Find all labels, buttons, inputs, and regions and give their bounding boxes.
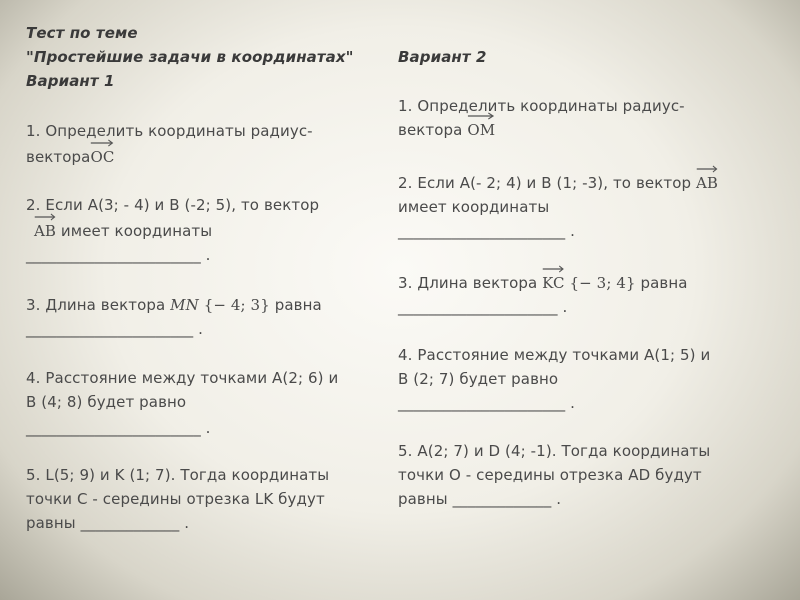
vector-arrow-icon: [34, 213, 56, 221]
v2-q3-line1: 3. Длина вектора KC {− 3; 4} равна: [398, 274, 688, 292]
v1-q4-line1: 4. Расстояние между точками A(2; 6) и: [26, 369, 339, 387]
v1-q2-answer-blank: _______________________ .: [26, 246, 211, 264]
v1-q1-label: вектора: [26, 148, 91, 166]
v1-q3-answer-blank: ______________________ .: [26, 320, 203, 338]
v1-q1-line1: 1. Определить координаты радиус-: [26, 122, 313, 140]
v1-q2-vector: AB: [34, 222, 56, 240]
v1-q3-coordinates: {− 4; 3}: [203, 296, 270, 314]
v2-q5-line1: 5. A(2; 7) и D (4; -1). Тогда координаты: [398, 442, 711, 460]
v2-q3-coordinates: {− 3; 4}: [569, 274, 636, 292]
v1-q5-line1: 5. L(5; 9) и K (1; 7). Тогда координаты: [26, 466, 330, 484]
v2-q2-vector: AB: [696, 174, 718, 192]
v1-q2-line1: 2. Если A(3; - 4) и В (-2; 5), то вектор: [26, 196, 320, 214]
vector-arrow-icon: [696, 165, 718, 173]
v2-q3-vector: KC: [542, 274, 564, 292]
v1-q1-line2: [26, 148, 114, 166]
v1-q5-line2: точки C - середины отрезка LK будут: [26, 490, 325, 508]
v2-q4-line2: В (2; 7) будет равно: [398, 370, 559, 388]
variant-1-heading: Вариант 1: [26, 72, 115, 90]
v2-q5-line3: равны _____________ .: [398, 490, 562, 508]
v2-q1-line1: 1. Определить координаты радиус-: [398, 97, 685, 115]
v2-q5-line2: точки О - середины отрезка AD будут: [398, 466, 702, 484]
v1-q3-vector: MN: [170, 296, 199, 314]
v2-q2-line2: имеет координаты: [398, 198, 550, 216]
v2-q4-answer-blank: ______________________ .: [398, 394, 575, 412]
v1-q4-answer-blank: _______________________ .: [26, 419, 211, 437]
v2-q1-vector: OM: [467, 121, 495, 139]
v1-q3-line1: 3. Длина вектора MN {− 4; 3} равна: [26, 296, 322, 314]
v2-q4-line1: 4. Расстояние между точками A(1; 5) и: [398, 346, 711, 364]
vector-arrow-icon: [467, 112, 495, 120]
v2-q2-line1: 2. Если A(- 2; 4) и В (1; -3), то вектор AB: [398, 174, 718, 192]
v1-q4-line2: В (4; 8) будет равно: [26, 393, 187, 411]
test-subtitle: "Простейшие задачи в координатах": [26, 48, 354, 66]
v2-q3-answer-blank: _____________________ .: [398, 298, 568, 316]
v2-q1-line2: вектора OM: [398, 121, 495, 139]
v1-q2-line2: AB имеет координаты: [26, 222, 212, 240]
vector-arrow-icon: [90, 139, 114, 147]
variant-2-heading: Вариант 2: [398, 48, 487, 66]
vector-arrow-icon: [542, 265, 564, 273]
test-title: Тест по теме: [26, 24, 138, 42]
v1-q5-line3: равны _____________ .: [26, 514, 190, 532]
v2-q2-answer-blank: ______________________ .: [398, 222, 575, 240]
v1-q1-vector: OC: [90, 148, 114, 166]
